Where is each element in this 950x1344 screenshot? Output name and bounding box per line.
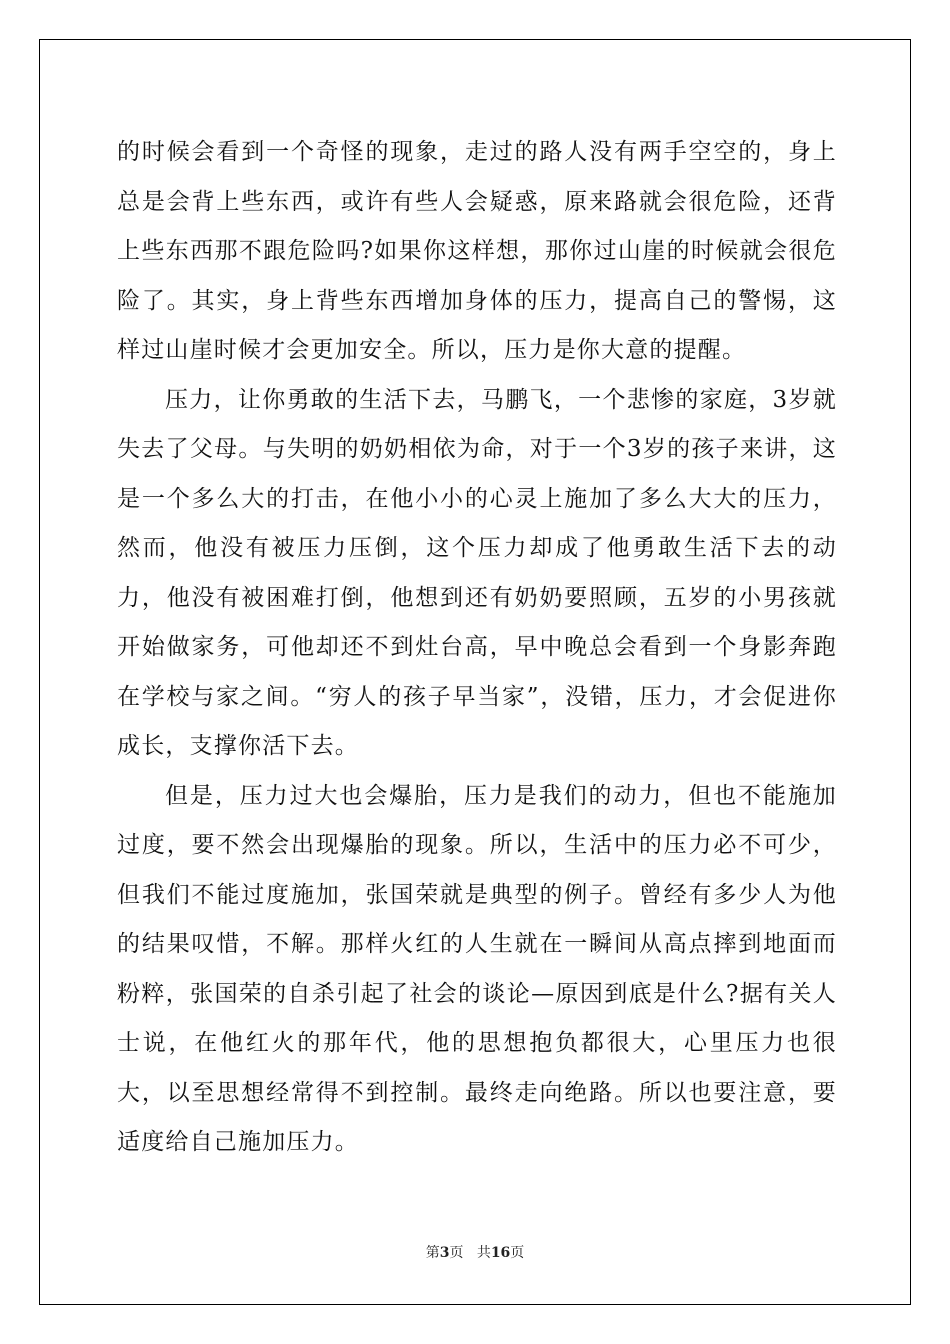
page-prefix: 第 — [425, 1245, 440, 1261]
document-body — [117, 128, 837, 1168]
paragraph-3: 但是，压力过大也会爆胎，压力是我们的动力，但也不能施加过度，要不然会出现爆胎的现象。所以，生活中的压力必不可少，但我们不能过度施加，张国荣就是典型的例子。曾经有多少人为他的结果叹惜，不解。那样火红的人生就在一瞬间从高点摔到地面而粉粹，张国荣的自杀引起了社会的谈论—原因到底是什么?据有关人士说，在他红火的那年代，他的思想抱负都很大，心里压力也很大，以至思想经常得不到控制。最终走向绝路。所以也要注意，要适度给自己施加压力。 — [117, 782, 837, 1155]
paragraph-2: 压力，让你勇敢的生活下去，马鹏飞，一个悲惨的家庭，3岁就失去了父母。与失明的奶奶相依为命，对于一个3岁的孩子来讲，这是一个多么大的打击，在他小小的心灵上施加了多么大大的压力，然而，他没有被压力压倒，这个压力却成了他勇敢生活下去的动力，他没有被困难打倒，他想到还有奶奶要照顾，五岁的小男孩就开始做家务，可他却还不到灶台高，早中晚总会看到一个身影奔跑在学校与家之间。“穷人的孩子早当家”，没错，压力，才会促进你成长，支撑你活下去。 — [117, 386, 837, 759]
total-suffix: 页 — [510, 1245, 525, 1261]
page-suffix: 页 — [449, 1245, 464, 1261]
page-footer — [0, 1242, 950, 1262]
page-number: 3 — [439, 1245, 450, 1261]
total-prefix: 共 — [476, 1245, 491, 1261]
total-pages: 16 — [490, 1245, 511, 1261]
paragraph-1: 的时候会看到一个奇怪的现象，走过的路人没有两手空空的，身上总是会背上些东西，或许有些人会疑惑，原来路就会很危险，还背上些东西那不跟危险吗?如果你这样想，那你过山崖的时候就会很危险了。其实，身上背些东西增加身体的压力，提高自己的警惕，这样过山崖时候才会更加安全。所以，压力是你大意的提醒。 — [117, 139, 837, 363]
